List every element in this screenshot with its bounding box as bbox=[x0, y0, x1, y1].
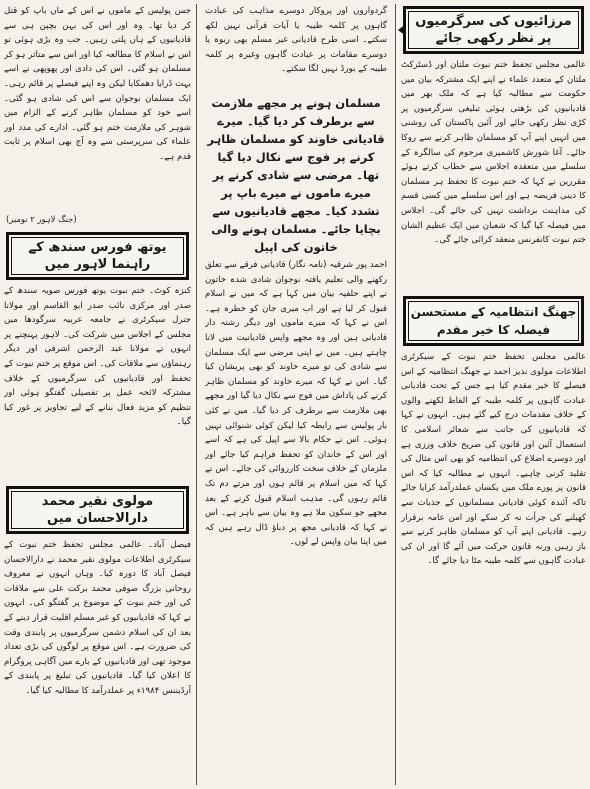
right-column bbox=[397, 0, 590, 789]
article-headline: مسلمان ہونے پر مجھے ملازمت سے برطرف کر دیا گیا۔ میرے قادیانی خاوند کو مسلمان ظاہر کرنے پر فوج سے نکال دیا گیا تھا۔ مرضی سے شادی کرنے پر میرے ماموں نے میرے باپ پر تشدد کیا۔ مجھے قادیانیوں سے بچایا جائے۔ مسلمان ہونے والی خاتون کی اپیل bbox=[207, 96, 385, 254]
middle-column bbox=[201, 0, 391, 789]
article-headline: جھنگ انتظامیہ کے مستحسن فیصلہ کا خیر مقدم bbox=[403, 296, 584, 346]
article-headline: یوتھ فورس سندھ کے راہنما لاہور میں bbox=[6, 232, 189, 280]
column-rule bbox=[395, 4, 396, 785]
article-headline: مرزائیوں کی سرگرمیوں پر نظر رکھی جائے bbox=[403, 6, 584, 54]
article-headline: مولوی نقیر محمد دارالاحسان میں bbox=[6, 486, 189, 534]
article-body: کنزہ کوٹ۔ ختم نبوت یوتھ فورس صوبہ سندھ کے صدر اور مرکزی نائب صدر ابو القاسم اور مولانا جنرل سیکرٹری نے جامعہ عربیہ سرگودھا میں مجلس کے اجلاس میں شرکت کی۔ لاہور پہنچنے پر انہوں نے مولانا عبد الرحمن اشرفی اور دیگر رہنماؤں سے ملاقات کی۔ اس موقع پر ختم نبوت کے تحفظ اور قادیانیوں کی سرگرمیوں کے خلاف مشترکہ لائحہ عمل پر تفصیلی گفتگو ہوئی اور تنظیم کو مزید فعال بنانے کے لیے تجاویز پر غور کیا گیا۔ bbox=[4, 286, 191, 428]
column-rule bbox=[196, 4, 197, 785]
left-column bbox=[0, 0, 195, 789]
article-body: گردواروں اور پروکار دوسرے مذاہب کی عبادت گاہوں پر کلمہ طیبہ یا آیات قرآنی نہیں لکھ سکتے۔ اسی طرح قادیانی غیر مسلم بھی ربوہ یا دوسرے مقامات پر عبادت گاہوں وغیرہ پر کلمہ طیبہ کے بورڈ نہیں لگا سکتے۔ bbox=[205, 6, 387, 75]
source-credit: (جنگ لاہور ۲ نومبر) bbox=[6, 214, 77, 224]
article-body: جس پولیس کے ماموں نے اس کے ماں باپ کو قتل کر دیا تھا۔ وہ اور اس کی بہن بچپن ہی سے قادیانیوں کے ہاں پلتی رہیں۔ جب وہ بڑی ہوئی تو اس نے اسلام کا مطالعہ کیا اور اس سے متاثر ہو کر مسلمان ہو گئی۔ اس کی دادی اور پھوپھی نے اسے بہت ڈرایا دھمکایا لیکن وہ اپنے فیصلے پر قائم رہی۔ ایک مسلمان نوجوان سے اس کی شادی ہو گئی۔ اسے خود کو مسلمان ظاہر کرنے کے الزام میں شوہر کی ملازمت ختم ہو گئی۔ ادارے کی مدد اور علماء کی سرپرستی سے وہ آج بھی اسلام پر ثابت قدم ہے۔ bbox=[4, 6, 191, 162]
article-body: عالمی مجلس تحفظ ختم نبوت ملتان اور ڈسٹرکٹ ملتان کے متعدد علماء نے اپنے ایک مشترکہ بیان میں حکومت سے مطالبہ کیا ہے کہ ملک بھر میں قادیانیوں کی بڑھتی ہوئی تبلیغی سرگرمیوں پر کڑی نظر رکھی جائے اور آئین پاکستان کی روشنی میں انہیں اپنے آپ کو مسلمان ظاہر کرنے سے روکا جائے۔ آغا شورش کاشمیری مرحوم کی سالگرہ کے سلسلے میں منعقدہ اجلاس سے خطاب کرتے ہوئے مقررین نے کہا کہ ختم نبوت کا تحفظ ہر مسلمان کا دینی فریضہ ہے اور اس سلسلے میں کسی قسم کی مداہنت برداشت نہیں کی جائے گی۔ اجلاس میں فیصلہ کیا گیا کہ شعبان میں ایک عظیم الشان ختم نبوت کانفرنس منعقد کرائی جائے گی۔ bbox=[401, 60, 586, 246]
article-body: احمد پور شرقیہ (نامہ نگار) قادیانی فرقے سے تعلق رکھنے والی تعلیم یافتہ نوجوان شادی شدہ خاتون نے اپنے حلفیہ بیان میں کہا ہے کہ میں نے اسلام قبول کر لیا ہے اور اب میری جان کو خطرہ ہے۔ اس نے کہا کہ میرے ماموں اور دیگر رشتہ دار قادیانی ہیں اور وہ مجھے واپس قادیانیت میں لانا چاہتے ہیں۔ میں نے اپنی مرضی سے ایک مسلمان سے شادی کی تو میرے خاوند کو بھی پریشان کیا گیا۔ اس نے کہا کہ میرے خاوند کو مسلمان ظاہر کرنے کی پاداش میں فوج سے نکال دیا گیا اور مجھے بھی ملازمت سے برطرف کر دیا گیا۔ میں نے کئی بار پولیس سے رابطہ کیا لیکن کوئی شنوائی نہیں ہوئی۔ اس نے حکام بالا سے اپیل کی ہے کہ اسے اور اس کے خاندان کو تحفظ فراہم کیا جائے اور ملزمان کے خلاف سخت کارروائی کی جائے۔ اس نے کہا کہ میں اسلام پر قائم ہوں اور مرتے دم تک قائم رہوں گی۔ مذہب اسلام قبول کرنے کے بعد مجھے جو سکون ملا ہے وہ بیان سے باہر ہے۔ اس نے کہا کہ قادیانی مجھ پر دباؤ ڈال رہے ہیں کہ میں اپنا بیان واپس لے لوں۔ bbox=[205, 260, 387, 548]
article-body: فیصل آباد۔ عالمی مجلس تحفظ ختم نبوت کے سیکرٹری اطلاعات مولوی نقیر محمد نے دارالاحسان فیصل آباد کا دورہ کیا۔ وہاں انہوں نے معروف روحانی بزرگ صوفی محمد برکت علی سے ملاقات کی اور ختم نبوت کے موضوع پر گفتگو کی۔ انہوں نے کہا کہ قادیانیوں کو غیر مسلم اقلیت قرار دینے کے بعد ان کی اسلام دشمن سرگرمیوں پر پابندی وقت کی ضرورت ہے۔ اس موقع پر لوگوں کی بڑی تعداد موجود تھی اور قادیانیوں کے بارے میں آگاہی پروگرام کا اعلان کیا گیا۔ قادیانیوں کی تبلیغ پر پابندی کے آرڈیننس ۱۹۸۴ء پر عملدرآمد کا مطالبہ کیا گیا۔ bbox=[4, 540, 191, 696]
article-body: عالمی مجلس تحفظ ختم نبوت کے سیکرٹری اطلاعات مولوی نذیر احمد نے جھنگ انتظامیہ کے اس فیصلے کا خیر مقدم کیا ہے جس کے تحت قادیانی عبادت گاہوں پر کلمہ طیبہ کے الفاظ لکھنے والوں کے خلاف مقدمات درج کیے گئے ہیں۔ انہوں نے کہا کہ قادیانیوں کی جانب سے شعائر اسلامی کا استعمال آئین اور قانون کی صریح خلاف ورزی ہے اور دوسرے اضلاع کی انتظامیہ کو بھی اس مثال کی تقلید کرنی چاہیے۔ انہوں نے مطالبہ کیا کہ اس قانون پر پورے ملک میں یکساں عملدرآمد کرایا جائے تاکہ آئندہ کوئی قادیانی مسلمانوں کے جذبات سے کھیلنے کی جرأت نہ کر سکے اور امن عامہ برقرار رہے۔ قادیانی اپنے آپ کو مسلمان ظاہر کرنے سے باز رہیں ورنہ قانون حرکت میں آئے گا اور ان کی عبادت گاہوں سے کلمہ طیبہ مٹا دیا جائے گا۔ bbox=[401, 352, 586, 567]
